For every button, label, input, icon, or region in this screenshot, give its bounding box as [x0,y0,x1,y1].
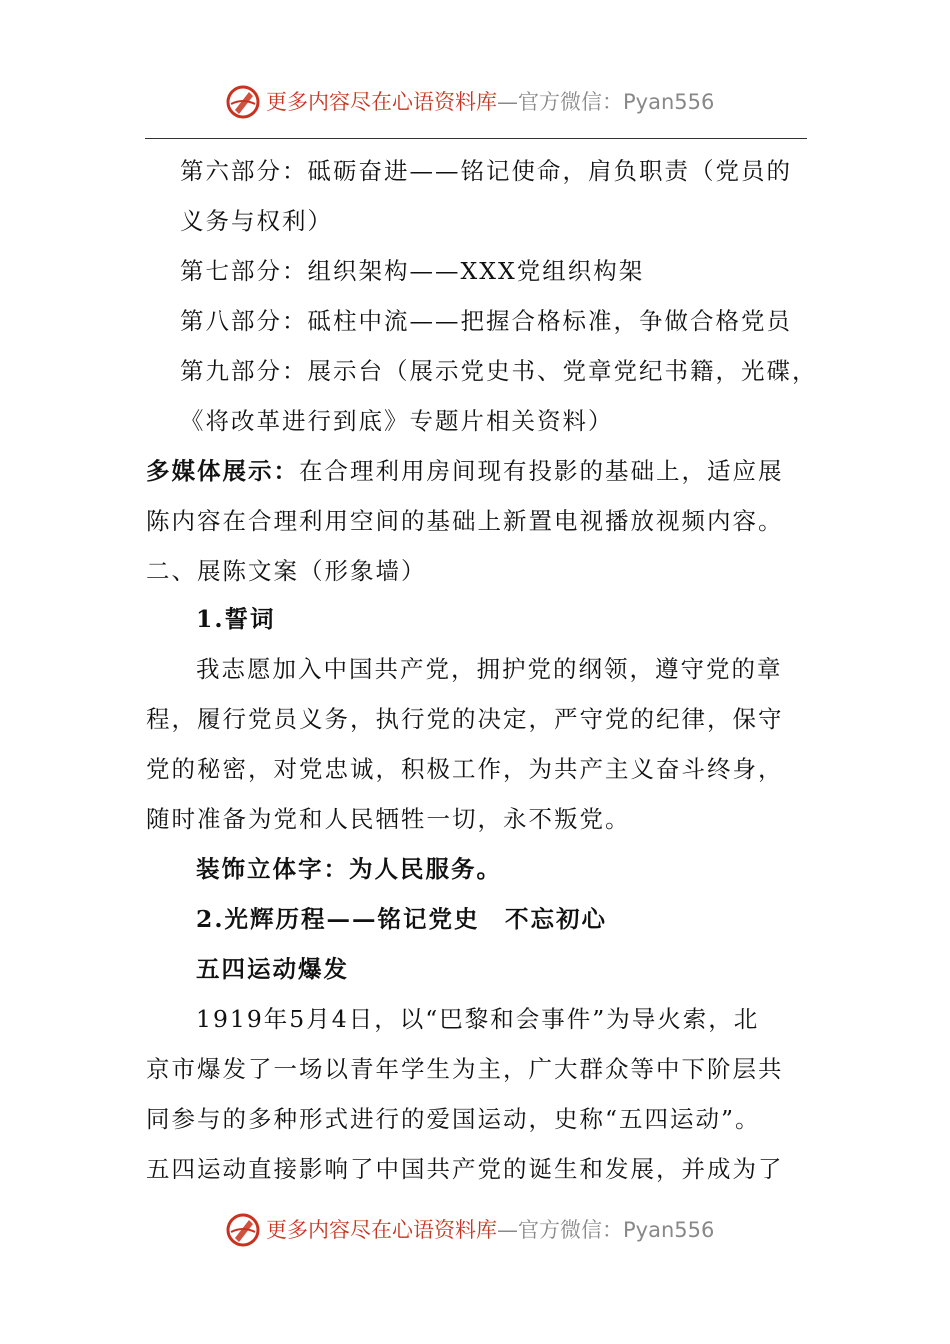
banner-wechat-id: Pyan556 [623,90,715,114]
section-heading: 二、展陈文案（形象墙） [146,557,427,585]
subsection-heading: 2.光辉历程——铭记党史 不忘初心 [196,905,608,933]
text-line: 京市爆发了一场以青年学生为主，广大群众等中下阶层共 [146,1055,784,1083]
header-divider [145,138,807,139]
multimedia-heading: 多媒体展示： [146,457,299,485]
text-line: 第八部分：砥柱中流——把握合格标准，争做合格党员 [180,307,792,335]
banner-wechat-label: 官方微信： [518,1218,623,1242]
banner-title: 更多内容尽在心语资料库 [266,1218,497,1242]
banner-text [266,88,714,116]
banner-dash: — [497,90,518,114]
text-line: 在合理利用房间现有投影的基础上，适应展 [299,457,784,485]
multimedia-paragraph [146,456,784,486]
logo-icon [225,1212,261,1248]
text-line: 陈内容在合理利用空间的基础上新置电视播放视频内容。 [146,507,784,535]
banner-title: 更多内容尽在心语资料库 [266,90,497,114]
text-line: 第七部分：组织架构——XXX党组织构架 [180,257,645,285]
text-line: 程，履行党员义务，执行党的决定，严守党的纪律，保守 [146,705,784,733]
text-line: 义务与权利） [180,207,333,235]
decoration-text-heading: 装饰立体字：为人民服务。 [196,855,502,883]
event-heading: 五四运动爆发 [196,955,349,983]
text-line: 党的秘密，对党忠诚，积极工作，为共产主义奋斗终身， [146,755,784,783]
banner-wechat-label: 官方微信： [518,90,623,114]
text-line: 随时准备为党和人民牺牲一切，永不叛党。 [146,805,631,833]
banner-dash: — [497,1218,518,1242]
page-header [0,82,950,122]
banner-wechat-id: Pyan556 [623,1218,715,1242]
text-line: 第九部分：展示台（展示党史书、党章党纪书籍，光碟， [180,357,818,385]
banner-text [266,1216,714,1244]
page-footer [0,1210,950,1250]
text-line: 《将改革进行到底》专题片相关资料） [180,407,614,435]
subsection-heading: 1.誓词 [196,605,276,633]
text-line: 第六部分：砥砺奋进——铭记使命，肩负职责（党员的 [180,157,792,185]
text-line: 同参与的多种形式进行的爱国运动，史称“五四运动”。 [146,1105,761,1133]
text-line: 我志愿加入中国共产党，拥护党的纲领，遵守党的章 [196,655,783,683]
text-line: 1919年5月4日，以“巴黎和会事件”为导火索，北 [196,1005,760,1033]
text-line: 五四运动直接影响了中国共产党的诞生和发展，并成为了 [146,1155,784,1183]
logo-icon [225,84,261,120]
